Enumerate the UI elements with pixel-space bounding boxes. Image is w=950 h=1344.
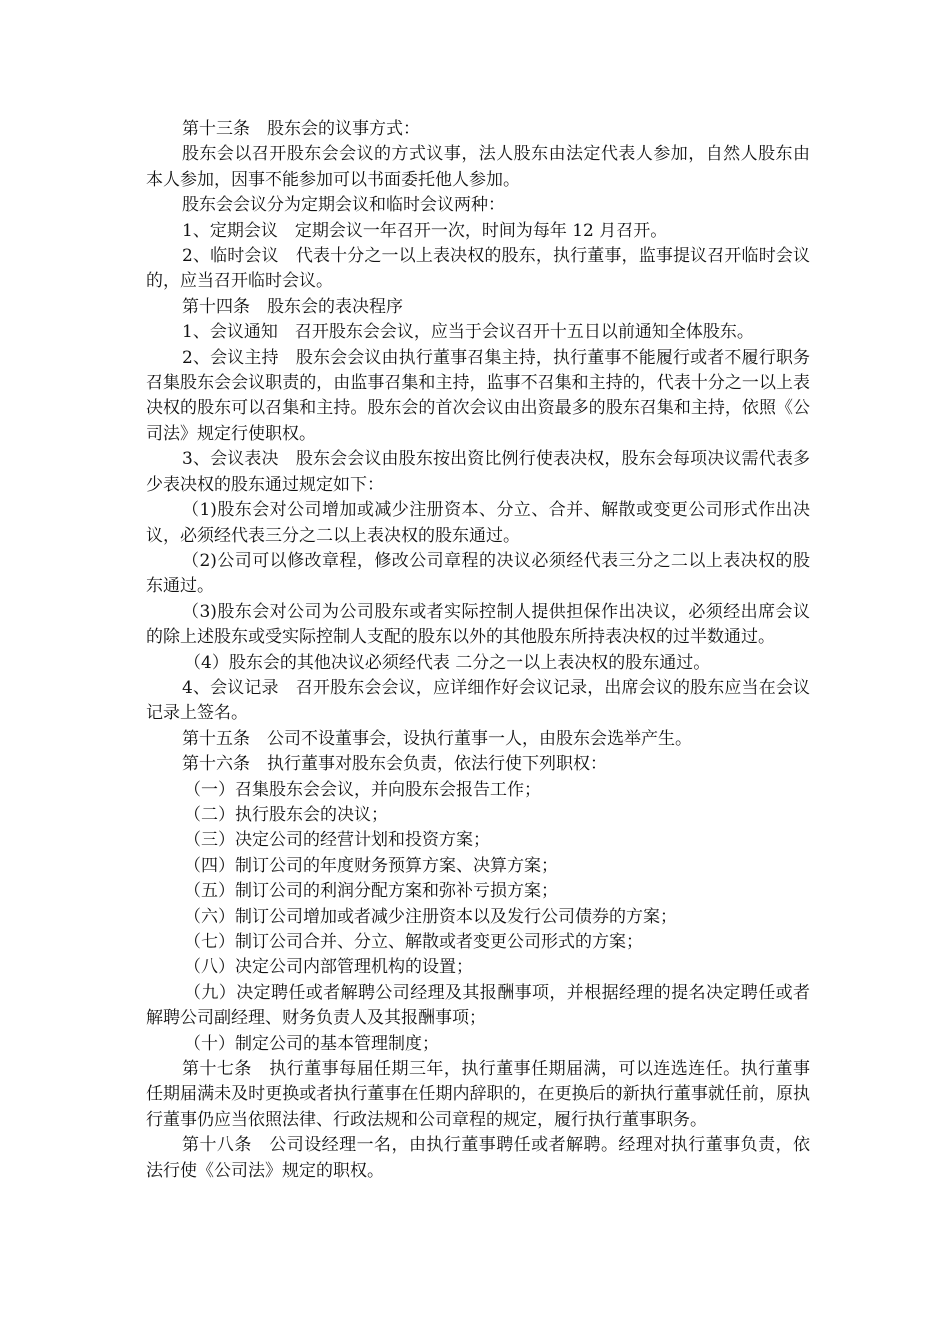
article-18: 第十八条 公司设经理一名，由执行董事聘任或者解聘。经理对执行董事负责，依法行使《公司法》规定的职权。 bbox=[146, 1135, 810, 1181]
list-item: （七）制订公司合并、分立、解散或者变更公司形式的方案； bbox=[184, 932, 643, 952]
list-item: （一）召集股东会会议，并向股东会报告工作； bbox=[184, 779, 541, 800]
list-item: （四）制订公司的年度财务预算方案、决算方案； bbox=[184, 855, 558, 876]
paragraph: 4、会议记录 召开股东会会议，应详细作好会议记录，出席会议的股东应当在会议记录上签名。 bbox=[146, 677, 810, 724]
article-16: 第十六条 执行董事对股东会负责，依法行使下列职权： bbox=[182, 754, 607, 775]
list-item: （五）制订公司的利润分配方案和弥补亏损方案； bbox=[184, 881, 558, 902]
paragraph: （1)股东会对公司增加或减少注册资本、分立、合并、解散或变更公司形式作出决议，必须经代表三分之二以上表决权的股东通过。 bbox=[146, 500, 810, 546]
list-item: （十）制定公司的基本管理制度； bbox=[184, 1033, 439, 1054]
list-item: （三）决定公司的经营计划和投资方案； bbox=[184, 830, 490, 851]
paragraph: 1、会议通知 召开股东会会议，应当于会议召开十五日以前通知全体股东。 bbox=[182, 322, 754, 343]
list-item: （二）执行股东会的决议； bbox=[184, 804, 388, 825]
list-item: （六）制订公司增加或者减少注册资本以及发行公司债券的方案； bbox=[184, 906, 677, 927]
paragraph: （4）股东会的其他决议必须经代表 二分之一以上表决权的股东通过。 bbox=[184, 652, 711, 673]
paragraph: 股东会以召开股东会会议的方式议事，法人股东由法定代表人参加，自然人股东由本人参加，因事不能参加可以书面委托他人参加。 bbox=[146, 144, 810, 190]
list-item: （九）决定聘任或者解聘公司经理及其报酬事项，并根据经理的提名决定聘任或者解聘公司副经理、财务负责人及其报酬事项； bbox=[146, 982, 810, 1029]
paragraph: 3、会议表决 股东会会议由股东按出资比例行使表决权，股东会每项决议需代表多少表决权的股东通过规定如下： bbox=[146, 449, 810, 495]
paragraph: （2)公司可以修改章程，修改公司章程的决议必须经代表三分之二以上表决权的股东通过。 bbox=[146, 550, 810, 597]
paragraph: 2、临时会议 代表十分之一以上表决权的股东，执行董事，监事提议召开临时会议的，应当召开临时会议。 bbox=[146, 246, 810, 292]
article-15: 第十五条 公司不设董事会，设执行董事一人，由股东会选举产生。 bbox=[182, 728, 692, 749]
list-item: （八）决定公司内部管理机构的设置； bbox=[184, 957, 473, 978]
paragraph: 2、会议主持 股东会会议由执行董事召集主持，执行董事不能履行或者不履行职务召集股东会会议职责的，由监事召集和主持，监事不召集和主持的，代表十分之一以上表决权的股东可以召集和主持。股东会的首次会议由出资最多的股东召集和主持，依照《公司法》规定行使职权。 bbox=[146, 347, 810, 444]
paragraph: 1、定期会议 定期会议一年召开一次，时间为每年 12 月召开。 bbox=[182, 220, 668, 241]
document-body bbox=[146, 117, 810, 1184]
article-14-heading: 第十四条 股东会的表决程序 bbox=[182, 296, 403, 317]
paragraph: （3)股东会对公司为公司股东或者实际控制人提供担保作出决议，必须经出席会议的除上述股东或受实际控制人支配的股东以外的其他股东所持表决权的过半数通过。 bbox=[146, 601, 810, 648]
paragraph: 股东会会议分为定期会议和临时会议两种： bbox=[182, 195, 505, 216]
article-17: 第十七条 执行董事每届任期三年，执行董事任期届满，可以连选连任。执行董事任期届满未及时更换或者执行董事在任期内辞职的，在更换后的新执行董事就任前，原执行董事仍应当依照法律、行政法规和公司章程的规定，履行执行董事职务。 bbox=[146, 1059, 810, 1130]
article-13-heading: 第十三条 股东会的议事方式： bbox=[182, 119, 420, 139]
